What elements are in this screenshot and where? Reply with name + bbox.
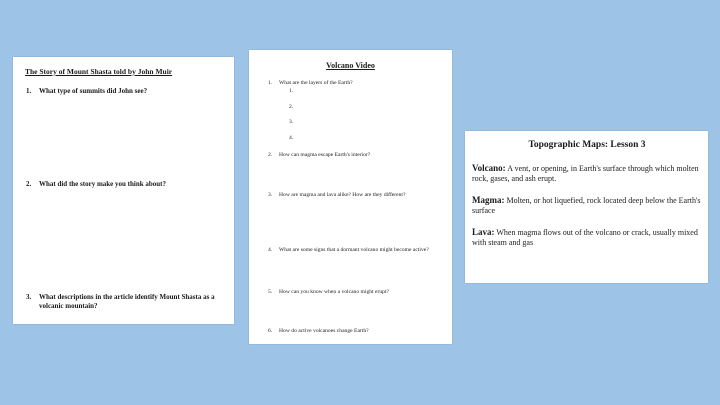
muir-question-3: 3. What descriptions in the article identify Mount Shasta as a volcanic mountain?: [26, 293, 231, 311]
video-question-5: 5. How can you know when a volcano might erupt?: [268, 289, 389, 295]
muir-question-2-text: What did the story make you think about?: [39, 180, 166, 188]
term-lava: Lava:: [472, 227, 495, 237]
layer-blank-4: 4.: [289, 135, 294, 141]
term-magma: Magma:: [472, 195, 505, 205]
muir-question-1-text: What type of summits did John see?: [39, 87, 148, 95]
video-question-2: 2. How can magma escape Earth's interior?: [268, 152, 371, 158]
video-question-5-text: How can you know when a volcano might erupt?: [279, 289, 389, 295]
video-question-4: 4. What are some signs that a dormant volcano might become active?: [268, 247, 429, 253]
video-title: Volcano Video: [326, 61, 375, 70]
definition-lava: [472, 227, 702, 248]
muir-question-2: 2. What did the story make you think about?: [26, 180, 166, 188]
layer-blank-3: 3.: [289, 119, 294, 125]
term-volcano: Volcano:: [472, 163, 506, 173]
muir-worksheet-page: [13, 57, 234, 324]
topo-title: Topographic Maps: Lesson 3: [528, 140, 646, 150]
video-question-1: 1. What are the layers of the Earth?: [268, 80, 353, 86]
video-question-3: 3. How are magma and lava alike? How are they different?: [268, 192, 406, 198]
topographic-vocab-page: [465, 131, 708, 283]
muir-question-1: 1. What type of summits did John see?: [26, 87, 148, 95]
muir-title: The Story of Mount Shasta told by John Muir: [25, 67, 173, 76]
video-question-6-text: How do active volcanoes change Earth?: [279, 328, 369, 334]
layer-blank-1: 1.: [289, 88, 294, 94]
muir-question-3-text: What descriptions in the article identify Mount Shasta as a volcanic mountain?: [39, 293, 215, 310]
video-worksheet-page: [249, 50, 452, 344]
definition-lava-text: When magma flows out of the volcano or crack, usually mixed with steam and gas: [472, 228, 698, 247]
video-question-6: 6. How do active volcanoes change Earth?: [268, 328, 369, 334]
video-question-2-text: How can magma escape Earth's interior?: [279, 152, 371, 158]
definition-magma: [472, 195, 702, 216]
layer-blank-2: 2.: [289, 104, 294, 110]
definition-volcano-text: A vent, or opening, in Earth's surface through which molten rock, gases, and ash erupt.: [472, 164, 699, 183]
video-question-4-text: What are some signs that a dormant volcano might become active?: [279, 247, 429, 253]
definition-volcano: [472, 163, 702, 184]
video-question-3-text: How are magma and lava alike? How are they different?: [279, 192, 406, 198]
video-question-1-text: What are the layers of the Earth?: [279, 80, 353, 86]
definition-magma-text: Molten, or hot liquefied, rock located deep below the Earth's surface: [472, 196, 701, 215]
